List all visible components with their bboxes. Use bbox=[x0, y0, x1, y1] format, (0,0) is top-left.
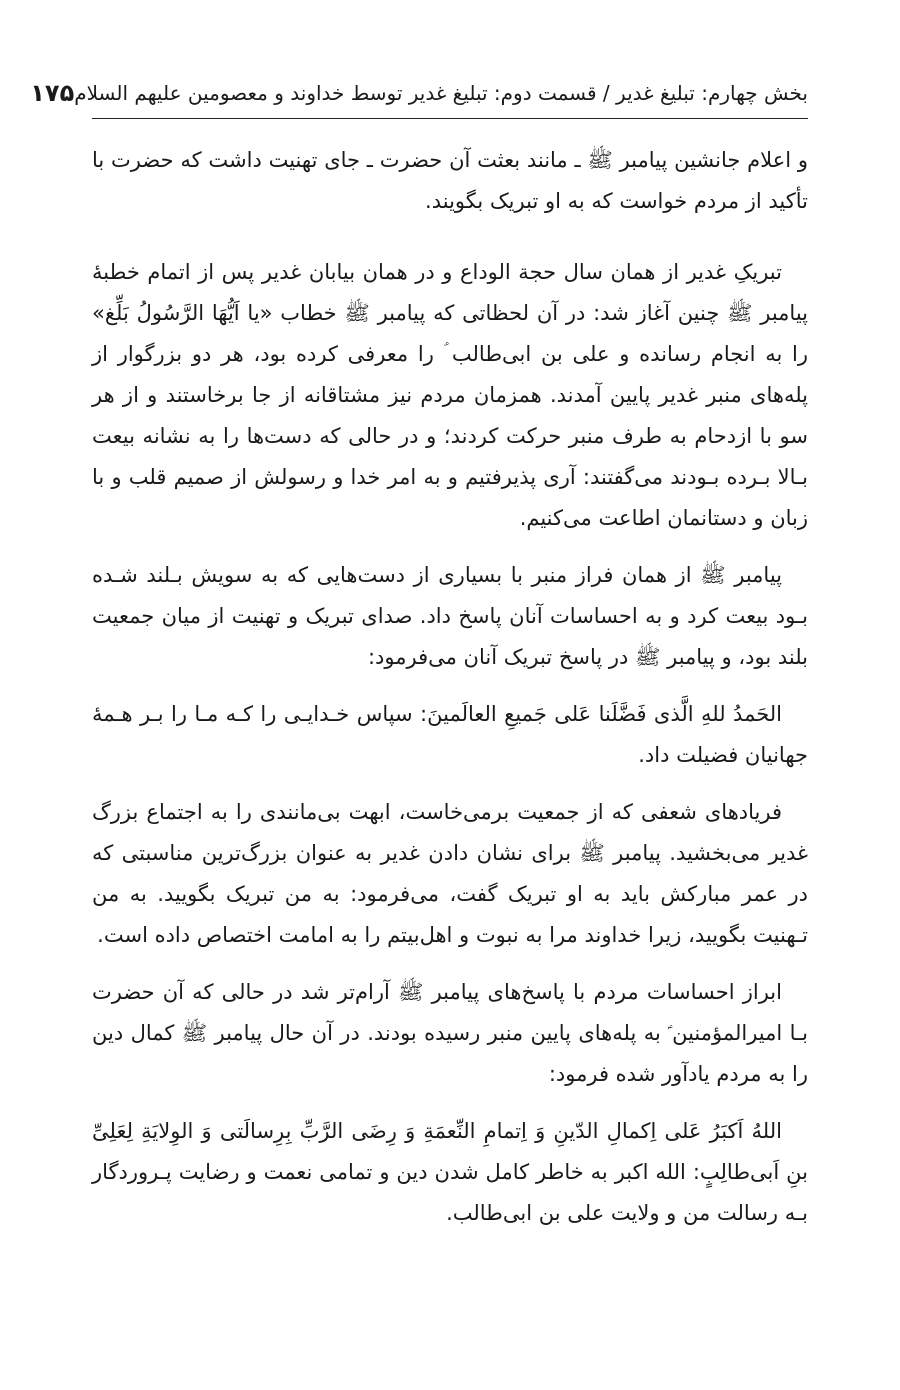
page-body bbox=[92, 140, 808, 1250]
paragraph-5: ابراز احساسات مردم با پاسخ‌های پیامبر ﷺ آرام‌تر شد در حالی که آن حضرت بـا امیرالمؤمنین ؑ به پله‌های پایین منبر رسیده بودند. در آن حال پیامبر ﷺ کمال دین را به مردم یادآور شده فرمود: bbox=[92, 980, 808, 1086]
quote-takbir: اللهُ اَکبَرُ عَلی اِکمالِ الدّینِ وَ اِتمامِ النِّعمَةِ وَ رِضَی الرَّبِّ بِرِسالَتی وَ الوِلایَةِ لِعَلِیِّ بنِ اَبی‌طالِبٍ: الله اکبر به خاطر کامل شدن دین و تمامی نعمت و رضایت پـروردگار بـه رسالت من و ولایت علی بن ابی‌طالب. bbox=[92, 1119, 808, 1225]
paragraph-2: تبریکِ غدیر از همان سال حجة الوداع و در همان بیابان غدیر پس از اتمام خطبهٔ پیامبر ﷺ چنین آغاز شد: در آن لحظاتی که پیامبر ﷺ خطاب «یا اَیُّهَا الرَّسُولُ بَلِّغ» را به انجام رسانده و علی بن ابی‌طالب ؑ را معرفی کرده بود، هر دو بزرگوار از پله‌های منبر غدیر پایین آمدند. همزمان مردم نیز مشتاقانه از جا برخاستند و از هر سو با ازدحام به طرف منبر حرکت کردند؛ و در حالی که دست‌ها را به نشانه بیعت بـالا بـرده بـودند می‌گفتند: آری پذیرفتیم و به امر خدا و رسولش از صمیم قلب و با زبان و دستانمان اطاعت می‌کنیم. bbox=[92, 260, 808, 530]
paragraph-3: پیامبر ﷺ از همان فراز منبر با بسیاری از دست‌هایی که به سویش بـلند شـده بـود بیعت کرد و به احساسات آنان پاسخ داد. صدای تبریک و تهنیت از میان جمعیت بلند بود، و پیامبر ﷺ در پاسخ تبریک آنان می‌فرمود: bbox=[92, 563, 808, 669]
paragraph-4: فریادهای شعفی که از جمعیت برمی‌خاست، ابهت بی‌مانندی را به اجتماع بزرگ غدیر می‌بخشید. پیامبر ﷺ برای نشان دادن غدیر به عنوان بزرگ‌ترین مناسبتی که در عمر مبارکش باید به او تبریک گفت، می‌فرمود: به من تبریک بگویید. به من تـهنیت بگویید، زیرا خداوند مرا به نبوت و اهل‌بیتم را به امامت اختصاص داده است. bbox=[92, 800, 808, 947]
running-title: بخش چهارم: تبلیغ غدیر / قسمت دوم: تبلیغ غدیر توسط خداوند و معصومین علیهم السلام bbox=[74, 81, 808, 105]
page-header bbox=[30, 68, 808, 119]
page-number: ۱۷۵ bbox=[30, 79, 75, 107]
quote-hamd: الحَمدُ للهِ الَّذی فَضَّلَنا عَلی جَمیعِ العالَمینَ: سپاس خـدایـی را کـه مـا را بـر هـمهٔ جهانیان فضیلت داد. bbox=[92, 702, 808, 767]
paragraph-1: و اعلام جانشین پیامبر ﷺ ـ مانند بعثت آن حضرت ـ جای تهنیت داشت که حضرت با تأکید از مردم خواست که به او تبریک بگویند. bbox=[92, 148, 808, 213]
